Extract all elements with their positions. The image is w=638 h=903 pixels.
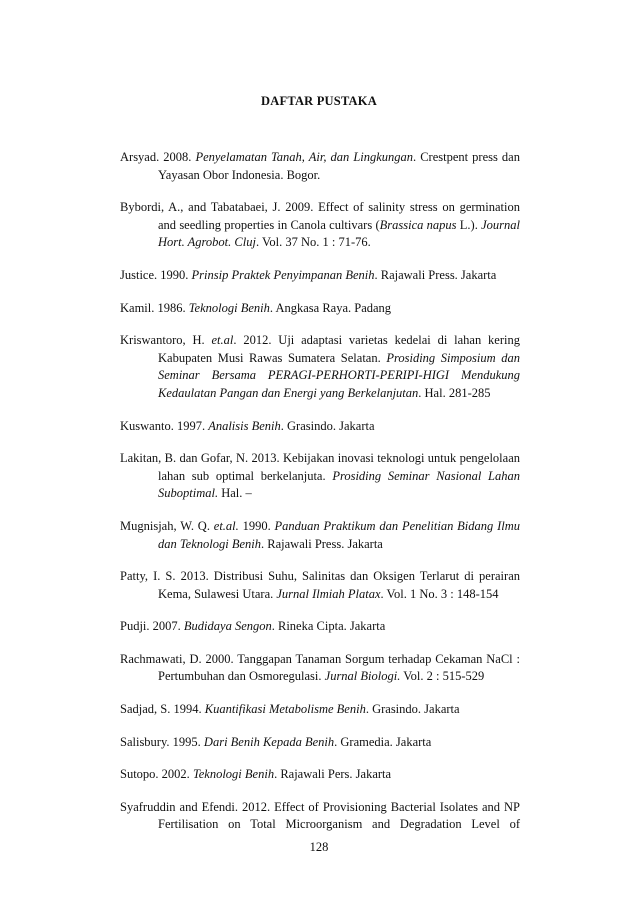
reference-item xyxy=(120,300,520,318)
ref-text: Pudji. 2007. xyxy=(120,619,184,634)
ref-text: Vol. 2 : 515-529 xyxy=(400,669,485,684)
reference-item xyxy=(120,418,520,436)
ref-text: L.). xyxy=(456,217,482,232)
reference-list xyxy=(120,149,520,849)
ref-italic: Panduan Praktikum dan Penelitian Bidang Ilmu dan Teknologi Benih xyxy=(158,518,520,551)
ref-text: Mugnisjah, W. Q. xyxy=(120,518,214,533)
reference-item xyxy=(120,651,520,686)
ref-italic: Prinsip Praktek Penyimpanan Benih xyxy=(191,267,375,282)
ref-text: . Grasindo. Jakarta xyxy=(280,418,375,433)
reference-item xyxy=(120,734,520,752)
ref-italic: Journal Hort. Agrobot. Cluj xyxy=(158,217,520,250)
ref-text: . Rineka Cipta. Jakarta xyxy=(271,619,386,634)
ref-italic: Brassica napus xyxy=(379,217,457,232)
ref-text: Salisbury. 1995. xyxy=(120,734,204,749)
ref-italic: Prosiding Seminar Nasional Lahan Suboptimal. xyxy=(158,468,521,501)
ref-text: . Grasindo. Jakarta xyxy=(365,702,460,717)
ref-text: . Gramedia. Jakarta xyxy=(334,734,432,749)
ref-italic: Kuantifikasi Metabolisme Benih xyxy=(204,702,366,717)
ref-italic: et.al. xyxy=(213,518,239,533)
ref-italic: Jurnal Biologi. xyxy=(324,669,401,684)
reference-item xyxy=(120,766,520,784)
ref-italic: et.al xyxy=(211,333,234,348)
reference-item xyxy=(120,149,520,184)
ref-text: Sutopo. 2002. xyxy=(120,767,193,782)
ref-italic: Dari Benih Kepada Benih xyxy=(203,734,335,749)
ref-text: Bybordi, A., and Tabatabaei, J. 2009. Effect of salinity stress on germination and seedling properties in Canola cultivars ( xyxy=(120,200,520,232)
reference-item xyxy=(120,199,520,252)
ref-text: . Vol. 37 No. 1 : 71-76. xyxy=(255,235,371,250)
ref-text: . Vol. 1 No. 3 : 148-154 xyxy=(380,586,499,601)
reference-item xyxy=(120,332,520,402)
ref-text: . Rajawali Press. Jakarta xyxy=(374,267,497,282)
ref-text: Hal. – xyxy=(218,486,252,501)
ref-text: Sadjad, S. 1994. xyxy=(120,702,205,717)
ref-text: 1990. xyxy=(238,518,275,533)
ref-text: Lakitan, B. dan Gofar, N. 2013. Kebijakan inovasi teknologi untuk pengelolaan lahan sub optimal berkelanjuta. xyxy=(120,451,520,483)
reference-item xyxy=(120,568,520,603)
reference-item xyxy=(120,518,520,553)
reference-item xyxy=(120,450,520,503)
reference-item xyxy=(120,267,520,285)
reference-item xyxy=(120,618,520,636)
ref-text: . Rajawali Pers. Jakarta xyxy=(274,767,392,782)
ref-italic: Jurnal Ilmiah Platax xyxy=(276,586,381,601)
ref-text: Syafruddin and Efendi. 2012. Effect of Provisioning Bacterial Isolates and NP Fertilisation on Total Microorganism and Degradation Level of xyxy=(120,799,520,832)
ref-text: . Hal. 281-285 xyxy=(418,385,491,400)
reference-item xyxy=(120,799,520,834)
ref-text: . 2012. Uji adaptasi varietas kedelai di lahan kering Kabupaten Musi Rawas Sumatera Selatan. xyxy=(158,333,520,365)
ref-text: Kuswanto. 1997. xyxy=(120,418,209,433)
reference-item xyxy=(120,701,520,719)
ref-italic: Teknologi Benih xyxy=(188,300,270,315)
ref-italic: Analisis Benih xyxy=(208,418,281,433)
ref-text: Kriswantoro, H. xyxy=(120,333,212,348)
ref-text: . Rajawali Press. Jakarta xyxy=(261,536,383,551)
ref-italic: Prosiding Simposium dan Seminar Bersama PERAGI-PERHORTI-PERIPI-HIGI Mendukung Kedaulatan Pangan dan Energi yang Berkelanjutan xyxy=(158,350,520,400)
ref-italic: Penyelamatan Tanah, Air, dan Lingkungan xyxy=(195,150,414,164)
ref-italic: Teknologi Benih xyxy=(192,767,275,782)
ref-italic: Budidaya Sengon xyxy=(183,619,272,634)
page-number: 128 xyxy=(309,840,329,854)
ref-text: Kamil. 1986. xyxy=(120,300,189,315)
ref-text: Justice. 1990. xyxy=(120,267,192,282)
ref-text: Rachmawati, D. 2000. Tanggapan Tanaman Sorgum terhadap Cekaman NaCl : Pertumbuhan dan Osmoregulasi. xyxy=(120,651,520,684)
ref-text: . Angkasa Raya. Padang xyxy=(269,300,392,315)
page-title: DAFTAR PUSTAKA xyxy=(261,94,377,108)
ref-text: Patty, I. S. 2013. Distribusi Suhu, Salinitas dan Oksigen Terlarut di perairan Kema, Sulawesi Utara. xyxy=(120,569,520,601)
ref-text: . Crestpent press dan Yayasan Obor Indonesia. Bogor. xyxy=(158,150,520,182)
ref-text: Arsyad. 2008. xyxy=(120,150,196,164)
